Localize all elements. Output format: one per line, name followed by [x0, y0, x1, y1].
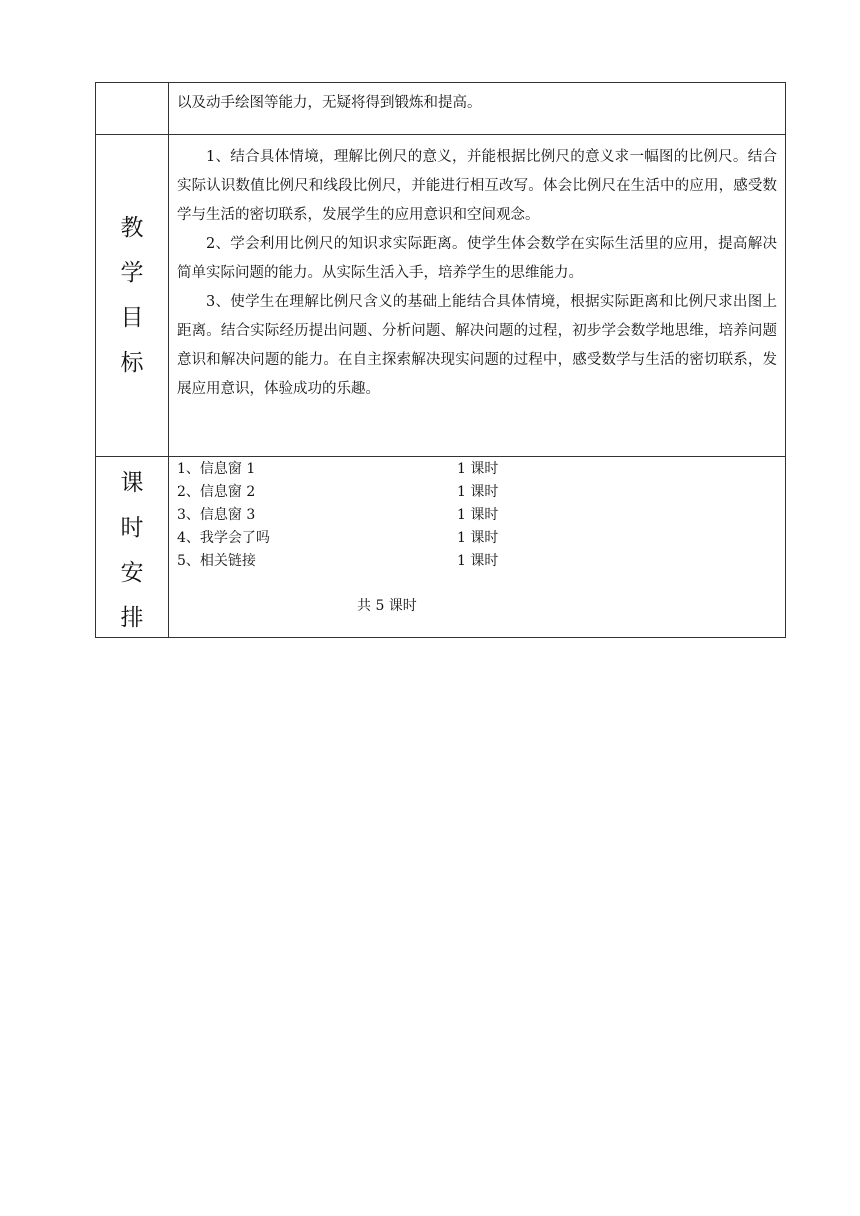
teaching-goals-row — [95, 135, 786, 457]
lesson-plan-table — [95, 82, 786, 638]
heading-char: 安 — [120, 560, 144, 586]
heading-char: 排 — [120, 605, 144, 631]
goal-paragraph: 1、结合具体情境，理解比例尺的意义，并能根据比例尺的意义求一幅图的比例尺。结合实际认识数值比例尺和线段比例尺，并能进行相互改写。体会比例尺在生活中的应用，感受数学与生活的密切联系，发展学生的应用意识和空间观念。 — [177, 149, 777, 223]
schedule-row — [95, 457, 786, 638]
heading-char: 教 — [120, 214, 144, 241]
schedule-heading — [96, 457, 169, 637]
heading-char: 目 — [120, 304, 144, 331]
goal-paragraph: 3、使学生在理解比例尺含义的基础上能结合具体情境，根据实际距离和比例尺求出图上距离。结合实际经历提出问题、分析问题、解决问题的过程，初步学会数学地思维，培养问题意识和解决问题的能力。在自主探索解决现实问题的过程中，感受数学与生活的密切联系，发展应用意识，体验成功的乐趣。 — [177, 294, 777, 397]
intro-row-header — [96, 83, 169, 134]
heading-char: 标 — [120, 349, 144, 376]
heading-char: 学 — [120, 259, 144, 286]
heading-char: 课 — [120, 470, 144, 496]
schedule-item — [177, 481, 777, 504]
schedule-item-hours: 1 课时 — [457, 484, 499, 500]
schedule-item-hours: 1 课时 — [457, 507, 499, 523]
teaching-goals-content — [169, 135, 785, 456]
intro-text: 以及动手绘图等能力，无疑将得到锻炼和提高。 — [177, 95, 482, 111]
schedule-item-hours: 1 课时 — [457, 553, 499, 569]
schedule-item-hours: 1 课时 — [457, 461, 499, 477]
goal-paragraph: 2、学会利用比例尺的知识求实际距离。使学生体会数学在实际生活里的应用，提高解决简单实际问题的能力。从实际生活入手，培养学生的思维能力。 — [177, 236, 777, 281]
schedule-item-name: 2、信息窗 2 — [177, 484, 256, 500]
schedule-item — [177, 527, 777, 550]
heading-char: 时 — [120, 515, 144, 541]
intro-row — [95, 82, 786, 135]
schedule-item — [177, 550, 777, 573]
teaching-goals-heading — [96, 135, 169, 456]
schedule-item — [177, 504, 777, 527]
schedule-item-name: 5、相关链接 — [177, 553, 256, 569]
schedule-item-name: 4、我学会了吗 — [177, 530, 270, 546]
schedule-total: 共 5 课时 — [357, 598, 417, 614]
schedule-item — [177, 458, 777, 481]
schedule-item-hours: 1 课时 — [457, 530, 499, 546]
schedule-item-name: 1、信息窗 1 — [177, 461, 256, 477]
schedule-item-name: 3、信息窗 3 — [177, 507, 256, 523]
schedule-content — [169, 457, 785, 637]
